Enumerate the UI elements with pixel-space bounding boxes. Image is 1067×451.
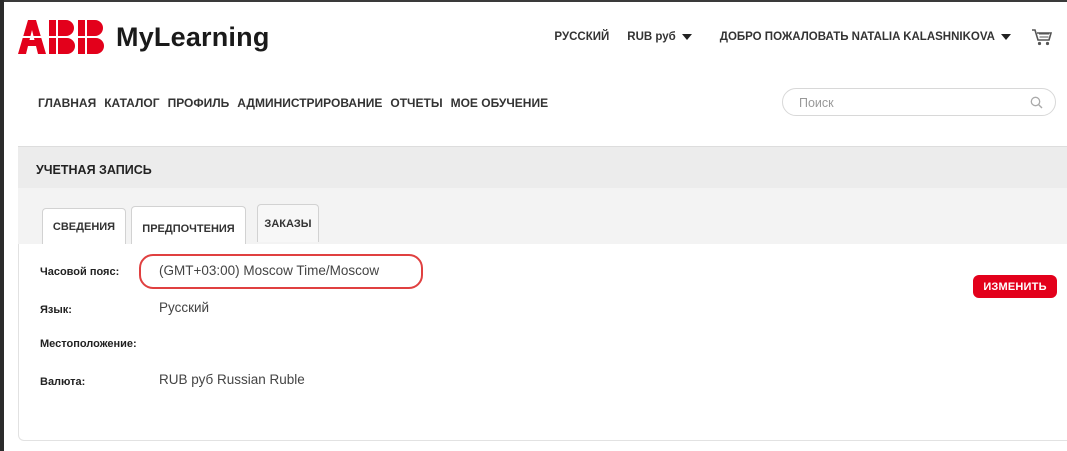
- tab-preferences[interactable]: ПРЕДПОЧТЕНИЯ: [131, 206, 246, 245]
- caret-down-icon: [1001, 34, 1011, 40]
- edit-button[interactable]: ИЗМЕНИТЬ: [973, 275, 1057, 298]
- search-box: [782, 88, 1056, 116]
- nav-item-profile[interactable]: ПРОФИЛЬ: [167, 96, 230, 110]
- language-value: Русский: [159, 300, 210, 315]
- language-label: Язык:: [40, 304, 72, 316]
- app-name: MyLearning: [116, 21, 270, 52]
- window-top-border: [0, 0, 1067, 2]
- window-left-border: [0, 0, 4, 451]
- currency-label: RUB руб: [627, 31, 676, 43]
- caret-down-icon: [682, 34, 692, 40]
- language-selector[interactable]: РУССКИЙ: [554, 31, 610, 43]
- abb-logo-icon: [18, 20, 108, 54]
- utility-bar: [554, 28, 1053, 46]
- nav-item-reports[interactable]: ОТЧЕТЫ: [390, 96, 443, 110]
- location-label: Местоположение:: [40, 338, 137, 350]
- user-menu[interactable]: [720, 31, 1011, 43]
- shopping-cart-icon[interactable]: [1031, 28, 1053, 46]
- currency-selector[interactable]: [627, 31, 691, 43]
- nav-item-catalog[interactable]: КАТАЛОГ: [104, 96, 160, 110]
- search-input[interactable]: [797, 93, 1021, 113]
- tab-orders[interactable]: ЗАКАЗЫ: [257, 204, 319, 242]
- welcome-text: ДОБРО ПОЖАЛОВАТЬ NATALIA KALASHNIKOVA: [719, 31, 995, 43]
- brand-logo[interactable]: [18, 18, 270, 56]
- page-title: УЧЕТНАЯ ЗАПИСЬ: [36, 163, 152, 177]
- nav-item-home[interactable]: ГЛАВНАЯ: [38, 96, 97, 110]
- timezone-label: Часовой пояс:: [40, 266, 120, 278]
- main-nav: [38, 96, 556, 110]
- account-panel-header: [18, 146, 1067, 189]
- currency-label-field: Валюта:: [40, 376, 86, 388]
- timezone-highlight-outline: [139, 254, 423, 289]
- nav-item-administration[interactable]: АДМИНИСТРИРОВАНИЕ: [237, 96, 383, 110]
- currency-value: RUB руб Russian Ruble: [159, 372, 305, 387]
- search-icon[interactable]: [1030, 96, 1043, 109]
- tab-details[interactable]: СВЕДЕНИЯ: [42, 208, 126, 244]
- nav-item-my-learning[interactable]: МОЕ ОБУЧЕНИЕ: [450, 96, 549, 110]
- account-tabs: [18, 188, 1067, 245]
- timezone-value: (GMT+03:00) Moscow Time/Moscow: [159, 263, 380, 278]
